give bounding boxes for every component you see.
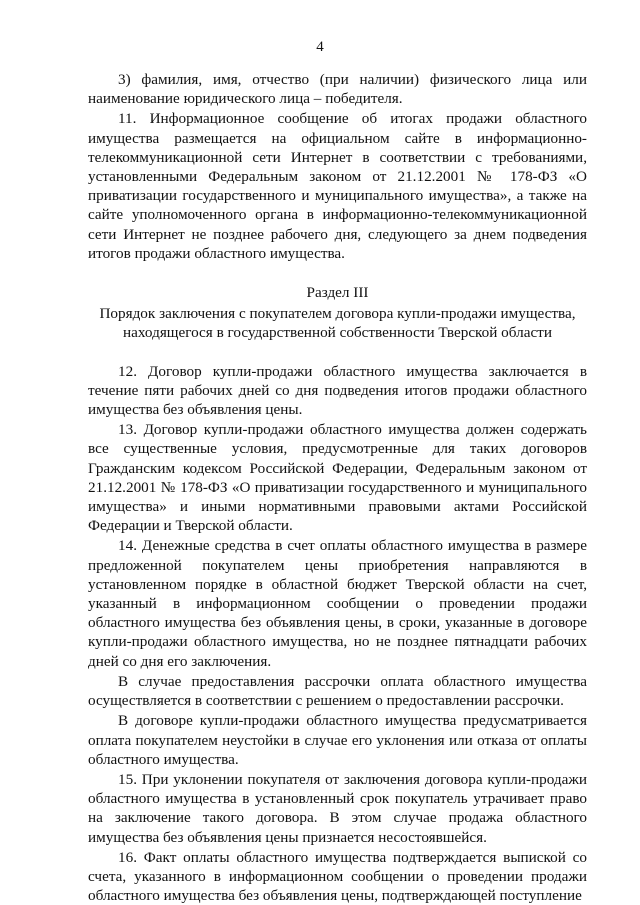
section-title: Раздел III bbox=[306, 284, 369, 302]
paragraph-installment: В случае предоставления рассрочки оплата областного имущества осуществляется в соответствии с решением о предоставлении рассрочки. bbox=[88, 672, 587, 710]
paragraph-penalty: В договоре купли-продажи областного имущества предусматривается оплата покупателем неустойки в случае его уклонения или отказа от оплаты областного имущества. bbox=[88, 712, 587, 768]
paragraph-14-payment: 14. Денежные средства в счет оплаты областного имущества в размере предложенной покупателем цены приобретения направляются в установленном порядке в областной бюджет Тверской области на счет, указанный в информационном сообщении о проведении продажи областного имущества без объявления цены, в сроки, указанные в договоре купли-продажи областного имущества, но не позднее пятнадцати рабочих дней со дня его заключения. bbox=[88, 537, 587, 670]
paragraph-11-results-notice: 11. Информационное сообщение об итогах продажи областного имущества размещается на официальном сайте в информационно-телекоммуникационной сети Интернет в соответствии с требованиями, установленными Федеральным законом от 21.12.2001 № 178-ФЗ «О приватизации государственного и муниципального имущества», а также на сайте уполномоченного органа в информационно-телекоммуникационной сети Интернет не позднее рабочего дня, следующего за днем подведения итогов продажи областного имущества. bbox=[88, 110, 587, 262]
paragraph-13-contract-conditions: 13. Договор купли-продажи областного имущества должен содержать все существенные условия, предусмотренные для таких договоров Гражданским кодексом Российской Федерации, Федеральным законом от 21.12.2001 № 178-ФЗ «О приватизации государственного и муниципального имущества» и иными нормативными правовыми актами Российской Федерации и Тверской области. bbox=[88, 421, 587, 535]
paragraph-12-contract-term: 12. Договор купли-продажи областного имущества заключается в течение пяти рабочих дней со дня подведения итогов продажи областного имущества без объявления цены. bbox=[88, 362, 587, 419]
paragraph-item-3-winner: 3) фамилия, имя, отчество (при наличии) физического лица или наименование юридического лица – победителя. bbox=[88, 71, 587, 108]
paragraph-15-evasion: 15. При уклонении покупателя от заключения договора купли-продажи областного имущества в установленный срок покупатель утрачивает право на заключение такого договора. В этом случае продажа областного имущества без объявления цены признается несостоявшейся. bbox=[88, 770, 587, 846]
paragraph-16-payment-confirmation: 16. Факт оплаты областного имущества подтверждается выпиской со счета, указанного в информационном сообщении о проведении продажи областного имущества без объявления цены, подтверждающей поступление bbox=[88, 848, 587, 905]
document-body bbox=[88, 70, 587, 905]
section-heading: Порядок заключения с покупателем договора купли-продажи имущества, находящегося в государственной собственности Тверской области bbox=[99, 305, 576, 342]
page-number: 4 bbox=[316, 39, 324, 55]
